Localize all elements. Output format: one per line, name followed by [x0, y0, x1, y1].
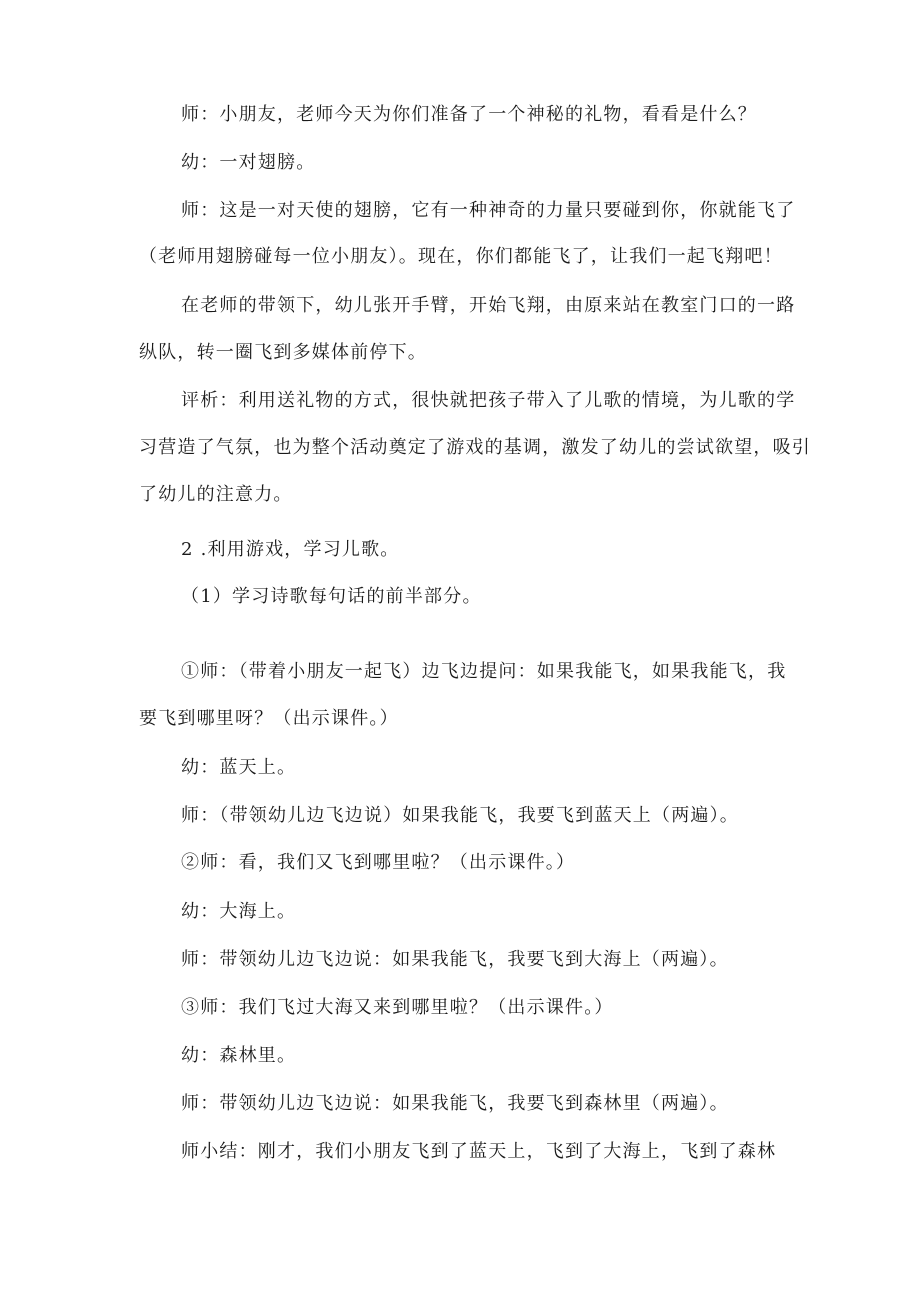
step-2-child: 幼：大海上。	[181, 901, 297, 922]
step-3-teacher-lead: 师：带领幼儿边飞边说：如果我能飞，我要飞到森林里（两遍）。	[181, 1093, 729, 1114]
step-3-child: 幼：森林里。	[181, 1045, 297, 1066]
step-1-child: 幼：蓝天上。	[181, 757, 297, 778]
step-1-teacher-lead: 师：（带领幼儿边飞边说）如果我能飞，我要飞到蓝天上（两遍）。	[181, 805, 739, 826]
dialogue-child-wings: 幼：一对翅膀。	[181, 152, 316, 173]
narration-flying-cont: 纵队，转一圈飞到多媒体前停下。	[139, 342, 427, 363]
section-heading-2: 2 .利用游戏，学习儿歌。	[181, 539, 400, 560]
narration-flying: 在老师的带领下，幼儿张开手臂，开始飞翔，由原来站在教室门口的一路	[181, 295, 796, 316]
subsection-heading-1: （1）学习诗歌每句话的前半部分。	[181, 586, 482, 607]
step-1-teacher: ①师：（带着小朋友一起飞）边飞边提问：如果我能飞，如果我能飞，我	[181, 661, 787, 682]
step-1-teacher-cont: 要飞到哪里呀？（出示课件。）	[139, 708, 399, 729]
teacher-summary: 师小结：刚才，我们小朋友飞到了蓝天上，飞到了大海上，飞到了森林	[181, 1141, 777, 1162]
dialogue-teacher-angel: 师：这是一对天使的翅膀，它有一种神奇的力量只要碰到你，你就能飞了	[181, 200, 796, 221]
step-2-teacher-lead: 师：带领幼儿边飞边说：如果我能飞，我要飞到大海上（两遍）。	[181, 949, 729, 970]
analysis-line-3: 了幼儿的注意力。	[139, 484, 293, 505]
analysis-line-1: 评析：利用送礼物的方式，很快就把孩子带入了儿歌的情境，为儿歌的学	[181, 390, 796, 411]
step-2-teacher: ②师：看，我们又飞到哪里啦？（出示课件。）	[181, 852, 576, 873]
analysis-line-2: 习营造了气氛，也为整个活动奠定了游戏的基调，激发了幼儿的尝试欲望，吸引	[139, 437, 811, 458]
dialogue-teacher-gift: 师：小朋友，老师今天为你们准备了一个神秘的礼物，看看是什么？	[181, 104, 757, 125]
dialogue-teacher-angel-cont: （老师用翅膀碰每一位小朋友）。现在，你们都能飞了，让我们一起飞翔吧！	[139, 246, 783, 267]
step-3-teacher: ③师：我们飞过大海又来到哪里啦？（出示课件。）	[181, 997, 614, 1018]
